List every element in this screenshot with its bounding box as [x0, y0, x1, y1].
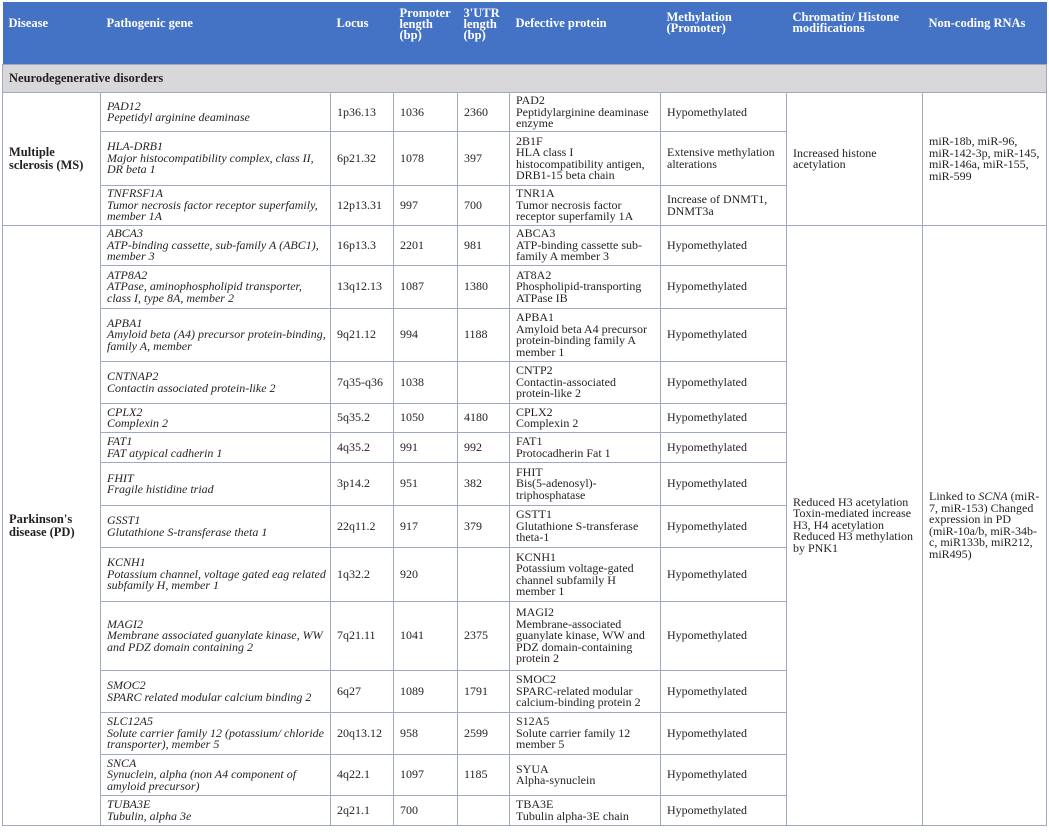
- protein-cell: [510, 225, 661, 265]
- gene-name: Tubulin, alpha 3e: [107, 808, 192, 823]
- utr-cell: 1380: [458, 265, 510, 308]
- promoter-cell: 920: [394, 547, 458, 601]
- protein-cell: [510, 361, 661, 403]
- protein-desc: Bis(5-adenosyl)-triphosphatase: [516, 476, 597, 502]
- header-locus: Locus: [331, 2, 394, 65]
- ncrna-cell: miR-18b, miR-96, miR-142-3p, miR-145, miR-146a, miR-155, miR-599: [923, 93, 1047, 226]
- gene-cell: [101, 712, 331, 754]
- locus-cell: 7q21.11: [331, 601, 394, 670]
- gene-name: Synuclein, alpha (non A4 component of amyloid precursor): [107, 767, 297, 793]
- protein-desc: Peptidylarginine deaminase enzyme: [516, 104, 649, 130]
- gene-symbol: CNTNAP2: [107, 369, 159, 383]
- gene-cell: [101, 754, 331, 795]
- gene-table: [2, 2, 1047, 826]
- methylation-cell: Hypomethylated: [661, 712, 787, 754]
- header-ncrna: Non-coding RNAs: [923, 2, 1047, 65]
- protein-desc: SPARC-related modular calcium-binding protein 2: [516, 683, 641, 710]
- utr-cell: [458, 795, 510, 825]
- utr-cell: 382: [458, 462, 510, 505]
- gene-cell: [101, 308, 331, 361]
- header-methylation: Methylation (Promoter): [661, 2, 787, 65]
- promoter-cell: 951: [394, 462, 458, 505]
- protein-id: TBA3E: [516, 797, 554, 811]
- protein-id: 2B1F: [516, 133, 543, 148]
- gene-name: Contactin associated protein-like 2: [107, 380, 276, 395]
- gene-name: FAT atypical cadherin 1: [107, 445, 223, 460]
- locus-cell: 20q13.12: [331, 712, 394, 754]
- promoter-cell: 1078: [394, 131, 458, 185]
- utr-cell: 397: [458, 131, 510, 185]
- gene-name: Amyloid beta (A4) precursor protein-binding, family A, member: [107, 327, 326, 353]
- gene-cell: [101, 403, 331, 432]
- protein-id: KCNH1: [516, 549, 557, 564]
- locus-cell: 5q35.2: [331, 403, 394, 432]
- protein-cell: [510, 601, 661, 670]
- locus-cell: 16p13.3: [331, 225, 394, 265]
- gene-cell: [101, 432, 331, 462]
- protein-cell: [510, 754, 661, 795]
- protein-desc: Contactin-associated protein-like 2: [516, 374, 616, 401]
- gene-cell: [101, 795, 331, 825]
- locus-cell: 2q21.1: [331, 795, 394, 825]
- protein-id: PAD2: [516, 93, 545, 107]
- protein-id: FAT1: [516, 434, 543, 448]
- locus-cell: 9q21.12: [331, 308, 394, 361]
- gene-symbol: MAGI2: [107, 616, 143, 631]
- locus-cell: 7q35-q36: [331, 361, 394, 403]
- gene-symbol: ABCA3: [107, 226, 143, 241]
- promoter-cell: 991: [394, 432, 458, 462]
- gene-symbol: TNFRSF1A: [107, 186, 163, 201]
- header-promoter: Promoter length (bp): [394, 2, 458, 65]
- header-disease: Disease: [3, 2, 101, 65]
- promoter-cell: 997: [394, 185, 458, 225]
- protein-desc: Alpha-synuclein: [516, 773, 596, 787]
- utr-cell: 1188: [458, 308, 510, 361]
- protein-cell: [510, 505, 661, 547]
- promoter-cell: 2201: [394, 225, 458, 265]
- gene-cell: [101, 361, 331, 403]
- gene-name: Complexin 2: [107, 416, 168, 430]
- gene-name: Fragile histidine triad: [107, 482, 214, 496]
- utr-cell: [458, 547, 510, 601]
- header-utr: 3'UTR length (bp): [458, 2, 510, 65]
- protein-desc: Tubulin alpha-3E chain: [516, 808, 629, 823]
- ncrna-cell: Linked to SCNA (miR-7, miR-153) Changed expression in PD (miR-10a/b, miR-34b-c, miR133b, miR212, miR495): [923, 225, 1047, 825]
- gene-symbol: FHIT: [107, 470, 134, 485]
- gene-name: Membrane associated guanylate kinase, WW and PDZ domain containing 2: [107, 628, 323, 654]
- protein-desc: Solute carrier family 12 member 5: [516, 725, 631, 752]
- locus-cell: 4q35.2: [331, 432, 394, 462]
- chromatin-cell: Increased histone acetylation: [787, 93, 923, 226]
- promoter-cell: 1087: [394, 265, 458, 308]
- methylation-cell: Hypomethylated: [661, 670, 787, 712]
- gene-name: SPARC related modular calcium binding 2: [107, 689, 312, 704]
- protein-cell: [510, 547, 661, 601]
- gene-name: ATP-binding cassette, sub-family A (ABC1), member 3: [107, 237, 319, 264]
- methylation-cell: Extensive methylation alterations: [661, 131, 787, 185]
- protein-desc: HLA class I histocompatibility antigen, DRB1-15 beta chain: [516, 145, 645, 182]
- utr-cell: 992: [458, 432, 510, 462]
- methylation-cell: Hypomethylated: [661, 505, 787, 547]
- methylation-cell: Hypomethylated: [661, 432, 787, 462]
- methylation-cell: Increase of DNMT1, DNMT3a: [661, 185, 787, 225]
- locus-cell: 1q32.2: [331, 547, 394, 601]
- promoter-cell: 1050: [394, 403, 458, 432]
- gene-symbol: APBA1: [107, 315, 143, 330]
- protein-id: AT8A2: [516, 267, 552, 282]
- gene-symbol: CPLX2: [107, 404, 143, 419]
- promoter-cell: 700: [394, 795, 458, 825]
- protein-desc: Phospholipid-transporting ATPase IB: [516, 279, 642, 305]
- protein-id: APBA1: [516, 310, 555, 324]
- header-gene: Pathogenic gene: [101, 2, 331, 65]
- locus-cell: 4q22.1: [331, 754, 394, 795]
- protein-id: ABCA3: [516, 226, 556, 241]
- section-title: Neurodegenerative disorders: [3, 65, 1047, 93]
- protein-cell: [510, 795, 661, 825]
- gene-symbol: ATP8A2: [107, 267, 148, 282]
- protein-cell: [510, 131, 661, 185]
- protein-desc: Complexin 2: [516, 416, 579, 430]
- promoter-cell: 1089: [394, 670, 458, 712]
- gene-symbol: TUBA3E: [107, 797, 151, 811]
- protein-desc: Potassium voltage-gated channel subfamily H member 1: [516, 561, 634, 598]
- gene-name: Solute carrier family 12 (potassium/ chloride transporter), member 5: [107, 725, 324, 752]
- gene-cell: [101, 225, 331, 265]
- utr-cell: 981: [458, 225, 510, 265]
- locus-cell: 22q11.2: [331, 505, 394, 547]
- protein-cell: [510, 462, 661, 505]
- gene-cell: [101, 185, 331, 225]
- protein-cell: [510, 185, 661, 225]
- utr-cell: 1791: [458, 670, 510, 712]
- header-chromatin: Chromatin/ Histone modifications: [787, 2, 923, 65]
- utr-cell: 1185: [458, 754, 510, 795]
- methylation-cell: Hypomethylated: [661, 308, 787, 361]
- protein-cell: [510, 265, 661, 308]
- disease-cell: Parkinson's disease (PD): [3, 225, 101, 825]
- locus-cell: 1p36.13: [331, 93, 394, 132]
- utr-cell: 2375: [458, 601, 510, 670]
- gene-symbol: HLA-DRB1: [107, 139, 163, 154]
- gene-name: Pepetidyl arginine deaminase: [107, 110, 250, 125]
- gene-symbol: KCNH1: [107, 555, 146, 570]
- protein-cell: [510, 712, 661, 754]
- utr-cell: 2360: [458, 93, 510, 132]
- promoter-cell: 917: [394, 505, 458, 547]
- promoter-cell: 994: [394, 308, 458, 361]
- promoter-cell: 1038: [394, 361, 458, 403]
- header-row: [3, 2, 1047, 65]
- locus-cell: 6q27: [331, 670, 394, 712]
- utr-cell: [458, 361, 510, 403]
- promoter-cell: 1041: [394, 601, 458, 670]
- gene-cell: [101, 131, 331, 185]
- gene-cell: [101, 505, 331, 547]
- locus-cell: 3p14.2: [331, 462, 394, 505]
- header-protein: Defective protein: [510, 2, 661, 65]
- gene-name: Glutathione S-transferase theta 1: [107, 524, 268, 539]
- section-row: [3, 65, 1047, 93]
- ncrna-gene: SCNA: [978, 489, 1008, 503]
- utr-cell: 700: [458, 185, 510, 225]
- methylation-cell: Hypomethylated: [661, 462, 787, 505]
- gene-cell: [101, 265, 331, 308]
- gene-cell: [101, 547, 331, 601]
- methylation-cell: Hypomethylated: [661, 361, 787, 403]
- protein-id: FHIT: [516, 464, 543, 479]
- protein-cell: [510, 93, 661, 132]
- gene-symbol: GSST1: [107, 513, 141, 527]
- protein-desc: Amyloid beta A4 precursor protein-binding family A member 1: [516, 321, 647, 359]
- gene-cell: [101, 462, 331, 505]
- gene-name: Major histocompatibility complex, class II, DR beta 1: [107, 150, 314, 177]
- gene-cell: [101, 93, 331, 132]
- protein-id: GSTT1: [516, 507, 552, 522]
- gene-cell: [101, 670, 331, 712]
- utr-cell: 379: [458, 505, 510, 547]
- protein-cell: [510, 308, 661, 361]
- protein-id: S12A5: [516, 714, 550, 729]
- protein-id: SMOC2: [516, 672, 557, 687]
- gene-symbol: SMOC2: [107, 678, 146, 692]
- gene-name: ATPase, aminophospholipid transporter, class I, type 8A, member 2: [107, 279, 302, 305]
- protein-id: MAGI2: [516, 605, 554, 620]
- methylation-cell: Hypomethylated: [661, 754, 787, 795]
- promoter-cell: 1036: [394, 93, 458, 132]
- locus-cell: 12p13.31: [331, 185, 394, 225]
- protein-desc: Tumor necrosis factor receptor superfamily 1A: [516, 197, 634, 224]
- protein-desc: Membrane-associated guanylate kinase, WW and PDZ domain-containing protein 2: [516, 616, 645, 666]
- protein-id: CPLX2: [516, 404, 553, 419]
- methylation-cell: Hypomethylated: [661, 795, 787, 825]
- disease-cell: Multiple sclerosis (MS): [3, 93, 101, 226]
- protein-id: CNTP2: [516, 363, 553, 378]
- gene-symbol: SNCA: [107, 755, 137, 770]
- methylation-cell: Hypomethylated: [661, 601, 787, 670]
- methylation-cell: Hypomethylated: [661, 403, 787, 432]
- protein-id: TNR1A: [516, 186, 555, 201]
- protein-desc: Glutathione S-transferase theta-1: [516, 518, 639, 545]
- protein-cell: [510, 670, 661, 712]
- methylation-cell: Hypomethylated: [661, 547, 787, 601]
- protein-desc: Protocadherin Fat 1: [516, 445, 611, 460]
- gene-name: Potassium channel, voltage gated eag related subfamily H, member 1: [107, 566, 326, 593]
- locus-cell: 6p21.32: [331, 131, 394, 185]
- gene-symbol: FAT1: [107, 434, 133, 448]
- chromatin-cell: Reduced H3 acetylation Toxin-mediated increase H3, H4 acetylation Reduced H3 methylation by PNK1: [787, 225, 923, 825]
- promoter-cell: 958: [394, 712, 458, 754]
- table-row: [3, 93, 1047, 132]
- promoter-cell: 1097: [394, 754, 458, 795]
- methylation-cell: Hypomethylated: [661, 93, 787, 132]
- gene-symbol: SLC12A5: [107, 714, 154, 729]
- gene-name: Tumor necrosis factor receptor superfamily, member 1A: [107, 197, 318, 224]
- methylation-cell: Hypomethylated: [661, 225, 787, 265]
- protein-cell: [510, 432, 661, 462]
- gene-cell: [101, 601, 331, 670]
- table-row: [3, 225, 1047, 265]
- locus-cell: 13q12.13: [331, 265, 394, 308]
- utr-cell: 4180: [458, 403, 510, 432]
- gene-symbol: PAD12: [107, 98, 141, 113]
- protein-id: SYUA: [516, 761, 549, 776]
- methylation-cell: Hypomethylated: [661, 265, 787, 308]
- utr-cell: 2599: [458, 712, 510, 754]
- protein-cell: [510, 403, 661, 432]
- protein-desc: ATP-binding cassette sub-family A member 3: [516, 237, 642, 264]
